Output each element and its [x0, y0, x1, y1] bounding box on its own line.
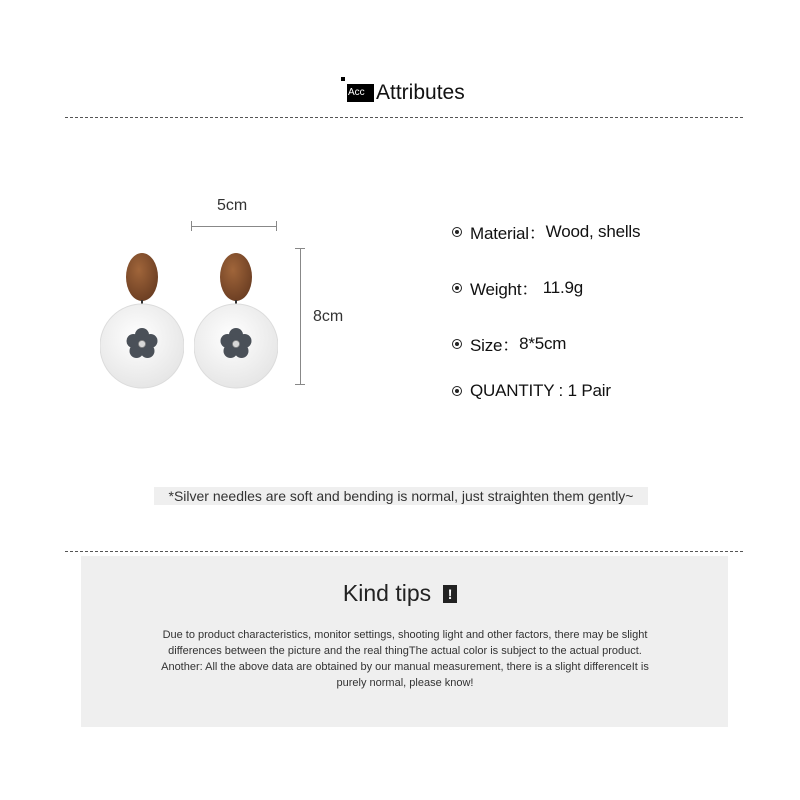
bullet-icon [452, 227, 462, 237]
attribute-weight [452, 275, 583, 300]
divider-middle [65, 551, 743, 552]
earring-image-left [100, 250, 184, 395]
earring-image-right [194, 250, 278, 395]
attribute-label: Weight： [470, 280, 539, 299]
section-title: Attributes [376, 81, 465, 104]
care-note: *Silver needles are soft and bending is normal, just straighten them gently~ [154, 487, 648, 505]
tips-line: purely normal, please know! [336, 677, 474, 689]
header-badge: Acc [347, 84, 374, 102]
bullet-icon [452, 339, 462, 349]
tips-heading [0, 580, 800, 607]
width-tick-left [191, 221, 192, 231]
tips-line: Due to product characteristics, monitor settings, shooting light and other factors, there may be slight [162, 629, 648, 641]
height-tick-bottom [295, 384, 305, 385]
tips-line: Another: All the above data are obtained by our manual measurement, there is a slight differenceIt is [161, 661, 649, 673]
bullet-icon [452, 283, 462, 293]
width-tick-right [276, 221, 277, 231]
height-label: 8cm [313, 308, 344, 325]
attribute-label: Size： [470, 336, 520, 355]
width-dimension-line [191, 226, 277, 227]
attribute-label: Material： [470, 224, 546, 243]
tips-title: Kind tips [342, 580, 432, 606]
attribute-value: Wood, shells [545, 221, 641, 241]
exclamation-icon: ! [443, 585, 457, 603]
attribute-quantity [452, 381, 611, 401]
divider-top [65, 117, 743, 118]
height-dimension-line [300, 248, 301, 384]
width-label: 5cm [217, 197, 248, 214]
tips-line: differences between the picture and the real thingThe actual color is subject to the actual product. [168, 645, 642, 657]
attribute-label: QUANTITY : 1 Pair [470, 381, 611, 400]
attribute-material [452, 219, 640, 244]
bullet-icon [452, 386, 462, 396]
attribute-size [452, 331, 566, 356]
tips-body [110, 627, 700, 691]
header-dot [341, 77, 345, 81]
attribute-value: 8*5cm [519, 333, 567, 353]
height-tick-top [295, 248, 305, 249]
attribute-value: 11.9g [538, 277, 584, 297]
